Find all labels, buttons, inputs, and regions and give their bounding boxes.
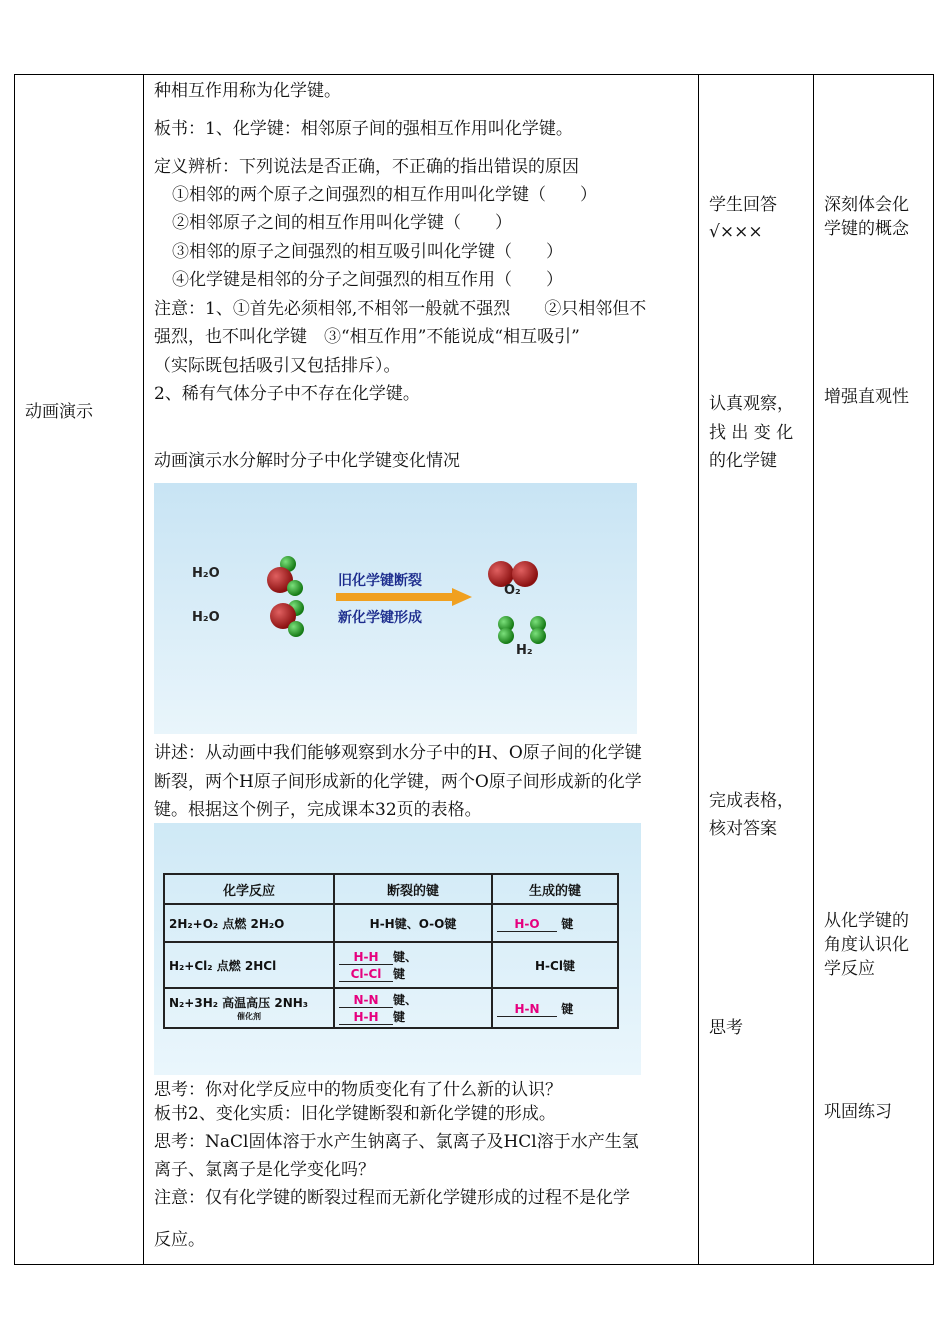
header-cell: 断裂的键	[334, 874, 492, 904]
h2-label: H₂	[516, 643, 533, 658]
student-activity: 思考	[709, 1018, 743, 1038]
header-cell: 化学反应	[164, 874, 334, 904]
formed-bond-cell: H-Cl键	[492, 942, 618, 988]
reaction-table	[163, 873, 619, 1029]
answer-fill: H-N	[497, 1002, 557, 1017]
hydrogen-atom	[498, 628, 514, 644]
lesson-table	[14, 74, 934, 1265]
note-line: 注意：仅有化学键的断裂过程而无新化学键形成的过程不是化学	[154, 1188, 630, 1208]
explanation-line: 断裂，两个H原子间形成新的化学键，两个O原子间形成新的化学	[154, 772, 642, 792]
formed-bond-cell	[492, 988, 618, 1028]
student-answer: √×××	[709, 222, 763, 242]
thinking-question: 思考：你对化学反应中的物质变化有了什么新的认识？	[154, 1080, 562, 1100]
main-text-line: 种相互作用称为化学键。	[154, 81, 341, 101]
h2o-label: H₂O	[192, 610, 220, 625]
bond-break-text: 旧化学键断裂	[338, 573, 422, 589]
column-divider	[698, 75, 699, 1264]
broken-bond-cell	[334, 942, 492, 988]
explanation-line: 键。根据这个例子，完成课本32页的表格。	[154, 800, 482, 820]
suffix-text: 键、	[393, 950, 418, 964]
suffix-text: 键	[393, 967, 406, 981]
note-line: 2、稀有气体分子中不存在化学键。	[154, 384, 420, 404]
table-header-row	[164, 874, 618, 904]
student-activity: 学生回答	[709, 195, 777, 215]
student-activity: 完成表格，	[709, 791, 794, 811]
answer-fill: H-H	[339, 1010, 393, 1025]
right-arrow-icon	[336, 588, 472, 606]
student-activity: 核对答案	[709, 819, 777, 839]
statement-3: ③相邻的原子之间强烈的相互吸引叫化学键（ ）	[172, 242, 563, 262]
design-intent: 从化学键的	[824, 911, 909, 931]
o2-label: O₂	[504, 583, 521, 598]
design-intent: 深刻体会化	[824, 195, 909, 215]
column-divider	[143, 75, 144, 1264]
design-intent: 角度认识化	[824, 935, 909, 955]
design-intent: 巩固练习	[824, 1102, 892, 1122]
section-label: 动画演示	[25, 402, 93, 422]
reaction-cell: 2H₂+O₂ 点燃 2H₂O	[164, 904, 334, 942]
explanation-line: 讲述：从动画中我们能够观察到水分子中的H、O原子间的化学键	[154, 743, 642, 763]
answer-fill: Cl-Cl	[339, 967, 393, 982]
thinking-question: 思考：NaCl固体溶于水产生钠离子、氯离子及HCl溶于水产生氢	[154, 1132, 639, 1152]
statement-4: ④化学键是相邻的分子之间强烈的相互作用（ ）	[172, 270, 563, 290]
definition-question: 定义辨析：下列说法是否正确，不正确的指出错误的原因	[154, 157, 579, 177]
student-activity: 的化学键	[709, 451, 777, 471]
student-activity: 认真观察，	[709, 394, 794, 414]
student-activity: 找 出 变 化	[709, 423, 794, 443]
column-divider	[813, 75, 814, 1264]
animation-caption: 动画演示水分解时分子中化学键变化情况	[154, 451, 460, 471]
suffix-text: 键	[393, 1010, 406, 1024]
broken-bond-cell: H-H键、O-O键	[334, 904, 492, 942]
reaction-table-panel	[154, 823, 641, 1075]
blackboard-note-2: 板书2、变化实质：旧化学键断裂和新化学键的形成。	[154, 1104, 556, 1124]
reaction-equation: N₂+3H₂ 高温高压 2NH₃	[169, 996, 309, 1010]
water-decomposition-animation	[154, 483, 637, 734]
formed-bond-cell	[492, 904, 618, 942]
thinking-question: 离子、氯离子是化学变化吗？	[154, 1160, 375, 1180]
design-intent: 增强直观性	[824, 387, 909, 407]
table-row	[164, 942, 618, 988]
broken-bond-cell	[334, 988, 492, 1028]
h2o-label: H₂O	[192, 566, 220, 581]
answer-fill: N-N	[339, 993, 393, 1008]
design-intent: 学键的概念	[824, 219, 909, 239]
suffix-text: 键	[561, 1001, 574, 1016]
statement-2: ②相邻原子之间的相互作用叫化学键（ ）	[172, 213, 512, 233]
answer-fill: H-O	[497, 917, 557, 932]
table-row	[164, 904, 618, 942]
note-line: （实际既包括吸引又包括排斥）。	[154, 356, 401, 376]
note-line: 强烈，也不叫化学键 ③“相互作用”不能说成“相互吸引”	[154, 327, 580, 347]
reaction-cell: H₂+Cl₂ 点燃 2HCl	[164, 942, 334, 988]
catalyst-label: 催化剂	[237, 1012, 261, 1021]
note-line: 注意：1、①首先必须相邻,不相邻一般就不强烈 ②只相邻但不	[154, 299, 647, 319]
hydrogen-atom	[288, 621, 304, 637]
statement-1: ①相邻的两个原子之间强烈的相互作用叫化学键（ ）	[172, 185, 597, 205]
table-row	[164, 988, 618, 1028]
suffix-text: 键、	[393, 993, 418, 1007]
reaction-cell	[164, 988, 334, 1028]
note-line: 反应。	[154, 1230, 205, 1250]
hydrogen-atom	[287, 580, 303, 596]
header-cell: 生成的键	[492, 874, 618, 904]
blackboard-note-1: 板书：1、化学键：相邻原子间的强相互作用叫化学键。	[154, 119, 573, 139]
bond-form-text: 新化学键形成	[338, 610, 422, 626]
suffix-text: 键	[561, 916, 574, 931]
answer-fill: H-H	[339, 950, 393, 965]
hydrogen-atom	[530, 628, 546, 644]
design-intent: 学反应	[824, 959, 875, 979]
